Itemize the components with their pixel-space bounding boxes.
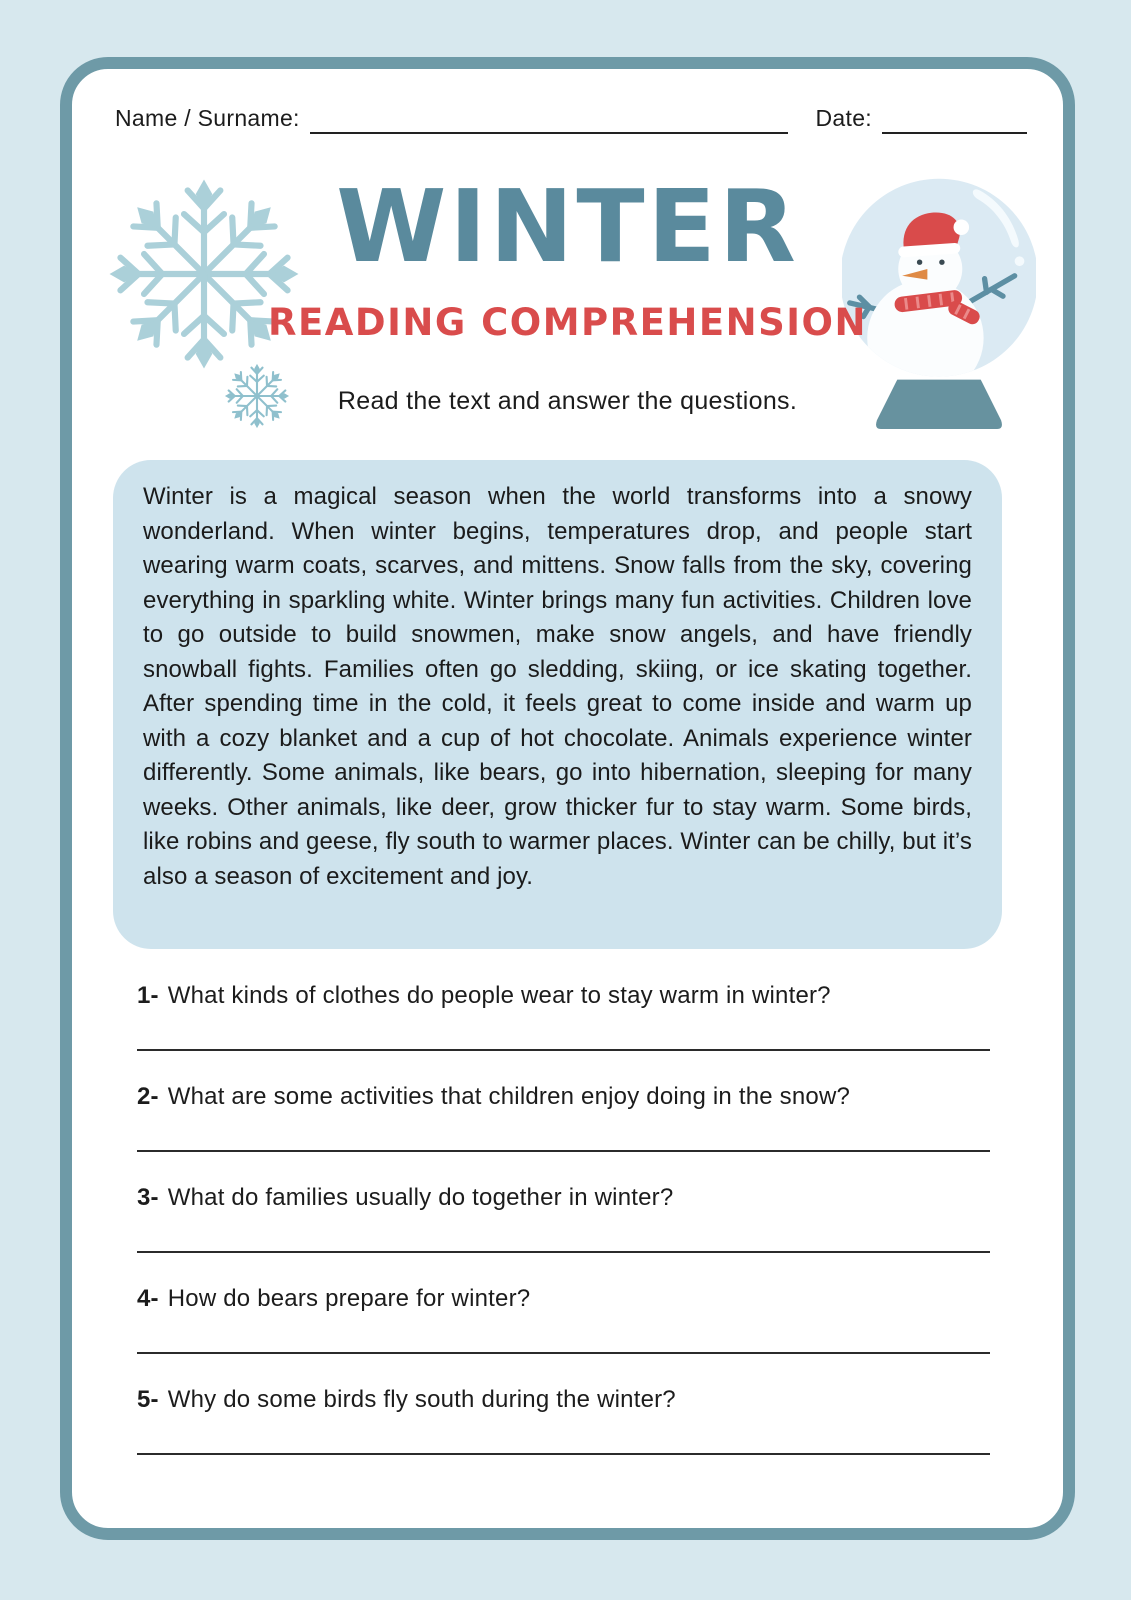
date-input-line[interactable] <box>882 106 1027 134</box>
question-5-number: 5- <box>137 1386 159 1413</box>
name-input-line[interactable] <box>310 106 788 134</box>
instruction-text: Read the text and answer the questions. <box>337 387 798 415</box>
question-2-text: 2- What are some activities that children enjoy doing in the snow? <box>137 1083 851 1110</box>
question-5-text: 5- Why do some birds fly south during the winter? <box>137 1386 676 1413</box>
question-5 <box>137 1385 990 1455</box>
question-1-number: 1- <box>137 982 159 1009</box>
page-title: WINTER <box>336 168 799 285</box>
page-subtitle: READING COMPREHENSION <box>268 301 867 344</box>
question-2 <box>137 1082 990 1152</box>
questions-section <box>137 981 990 1486</box>
reading-passage-text: Winter is a magical season when the world transforms into a snowy wonderland. When winter begins, temperatures drop, and people start wearing warm coats, scarves, and mittens. Snow falls from the sky, covering everything in sparkling white. Winter brings many fun activities. Children love to go outside to build snowmen, make snow angels, and have friendly snowball fights. Families often go sledding, skiing, or ice skating together. After spending time in the cold, it feels great to come inside and warm up with a cozy blanket and a cup of hot chocolate. Animals experience winter differently. Some animals, like bears, go into hibernation, sleeping for many weeks. Other animals, like deer, grow thicker fur to stay warm. Some birds, like robins and geese, fly south to warmer places. Winter can be chilly, but it’s also a season of excitement and joy. <box>143 483 972 890</box>
answer-line-2[interactable] <box>137 1150 990 1152</box>
question-4-number: 4- <box>137 1285 159 1312</box>
question-4 <box>137 1284 990 1354</box>
name-label: Name / Surname: <box>115 105 300 131</box>
worksheet-card <box>60 57 1075 1540</box>
question-1-text: 1- What kinds of clothes do people wear to stay warm in winter? <box>137 982 831 1009</box>
question-1 <box>137 981 990 1051</box>
question-4-text: 4- How do bears prepare for winter? <box>137 1285 531 1312</box>
answer-line-5[interactable] <box>137 1453 990 1455</box>
answer-line-4[interactable] <box>137 1352 990 1354</box>
question-2-number: 2- <box>137 1083 159 1110</box>
question-3-text: 3- What do families usually do together in winter? <box>137 1184 674 1211</box>
answer-line-1[interactable] <box>137 1049 990 1051</box>
date-label: Date: <box>815 105 872 131</box>
question-3 <box>137 1183 990 1253</box>
name-date-row <box>115 105 1027 134</box>
question-3-number: 3- <box>137 1184 159 1211</box>
answer-line-3[interactable] <box>137 1251 990 1253</box>
reading-passage-box <box>113 460 1002 949</box>
